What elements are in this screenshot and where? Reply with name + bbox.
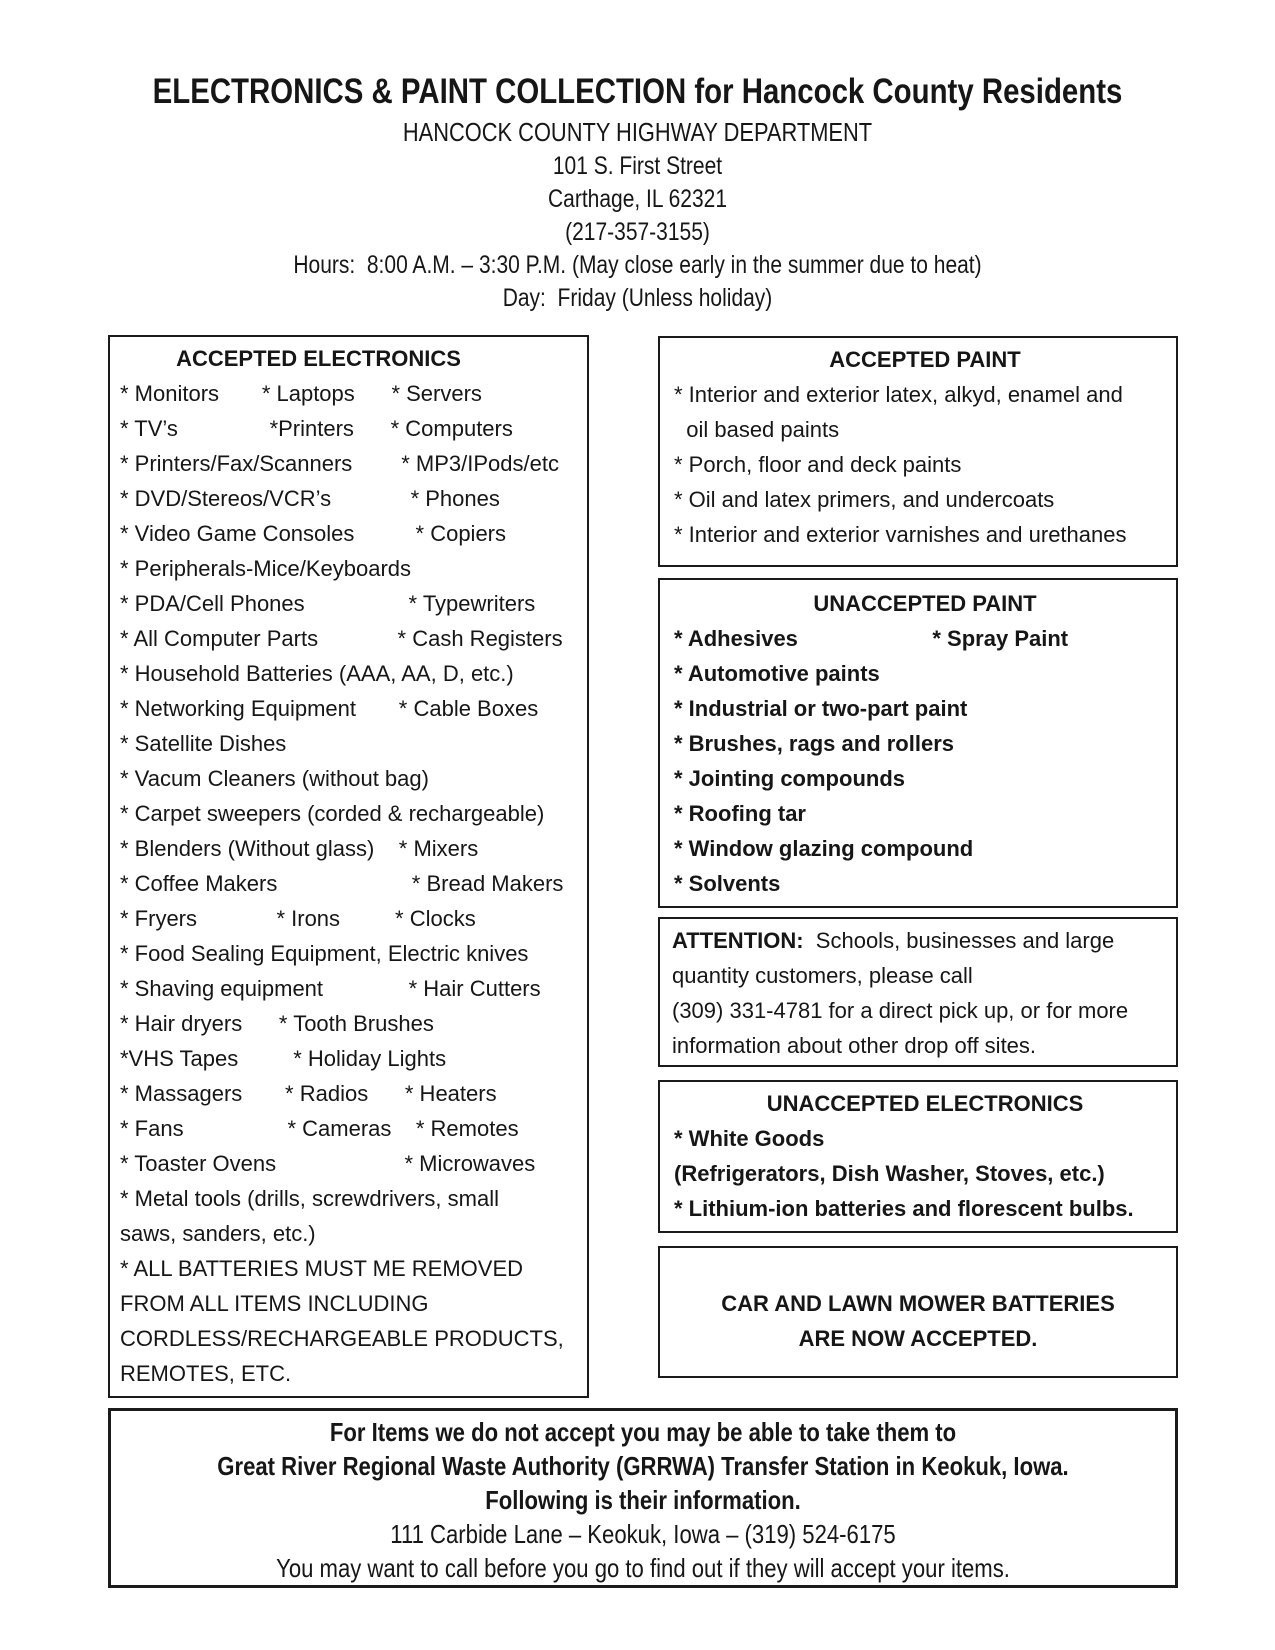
text-line: REMOTES, ETC. bbox=[120, 1361, 292, 1386]
attention-box bbox=[658, 917, 1178, 1067]
text-line: * All Computer Parts * Cash Registers bbox=[120, 626, 563, 651]
car-batteries-box bbox=[658, 1246, 1178, 1378]
text-line: * Lithium-ion batteries and florescent bulbs. bbox=[674, 1196, 1134, 1221]
accepted-paint-box bbox=[658, 336, 1178, 567]
text-line: * Coffee Makers * Bread Makers bbox=[120, 871, 564, 896]
text-line: *VHS Tapes * Holiday Lights bbox=[120, 1046, 447, 1071]
text-line: * Massagers * Radios * Heaters bbox=[120, 1081, 497, 1106]
text-line: * Fryers * Irons * Clocks bbox=[120, 906, 476, 931]
text-line: (Refrigerators, Dish Washer, Stoves, etc.) bbox=[674, 1161, 1105, 1186]
text-line: * Monitors * Laptops * Servers bbox=[120, 381, 482, 406]
text-line: * Blenders (Without glass) * Mixers bbox=[120, 836, 479, 861]
text-line: information about other drop off sites. bbox=[672, 1033, 1037, 1058]
text-line: CORDLESS/RECHARGEABLE PRODUCTS, bbox=[120, 1326, 564, 1351]
text-line: * Metal tools (drills, screwdrivers, small bbox=[120, 1186, 499, 1211]
text-line: quantity customers, please call bbox=[672, 963, 973, 988]
text-line: * Jointing compounds bbox=[674, 766, 905, 791]
unaccepted-electronics-title: UNACCEPTED ELECTRONICS bbox=[766, 1091, 1084, 1116]
text-line: For Items we do not accept you may be able to take them to bbox=[329, 1417, 957, 1447]
footer-regular-text bbox=[111, 1517, 1175, 1585]
text-line: * Food Sealing Equipment, Electric knives bbox=[120, 941, 529, 966]
text-line: * Peripherals-Mice/Keyboards bbox=[120, 556, 412, 581]
address-street: 101 S. First Street bbox=[552, 152, 723, 180]
footer-bold-text bbox=[111, 1415, 1175, 1517]
footer-box bbox=[108, 1408, 1178, 1588]
text-line: * Fans * Cameras * Remotes bbox=[120, 1116, 519, 1141]
text-line: * Satellite Dishes bbox=[120, 731, 287, 756]
text-line: * Interior and exterior varnishes and urethanes bbox=[674, 522, 1127, 547]
text-line: * Shaving equipment * Hair Cutters bbox=[120, 976, 541, 1001]
text-line: * Vacum Cleaners (without bag) bbox=[120, 766, 429, 791]
text-line: (309) 331-4781 for a direct pick up, or for more bbox=[672, 998, 1129, 1023]
text-line: FROM ALL ITEMS INCLUDING bbox=[120, 1291, 429, 1316]
accepted-electronics-list bbox=[120, 376, 587, 1391]
text-line: * Porch, floor and deck paints bbox=[674, 452, 962, 477]
text-line: * Carpet sweepers (corded & rechargeable) bbox=[120, 801, 545, 826]
text-line: Following is their information. bbox=[485, 1485, 801, 1515]
text-line: * Printers/Fax/Scanners * MP3/IPods/etc bbox=[120, 451, 559, 476]
text-line: * Adhesives * Spray Paint bbox=[674, 626, 1069, 651]
header bbox=[0, 70, 1275, 315]
phone-number: (217-357-3155) bbox=[565, 218, 710, 246]
car-batteries-text bbox=[660, 1286, 1176, 1356]
attention-text bbox=[672, 958, 1176, 1063]
text-line: * Automotive paints bbox=[674, 661, 880, 686]
text-line: * Window glazing compound bbox=[674, 836, 974, 861]
unaccepted-paint-list bbox=[674, 621, 1176, 901]
text-line: * PDA/Cell Phones * Typewriters bbox=[120, 591, 536, 616]
text-line: * Toaster Ovens * Microwaves bbox=[120, 1151, 536, 1176]
text-line: Great River Regional Waste Authority (GRRWA) Transfer Station in Keokuk, Iowa. bbox=[217, 1451, 1069, 1481]
unaccepted-electronics-box bbox=[658, 1080, 1178, 1233]
text-line: 111 Carbide Lane – Keokuk, Iowa – (319) 524-6175 bbox=[390, 1519, 896, 1549]
attention-first-line-rest: Schools, businesses and large bbox=[803, 928, 1115, 953]
text-line: * Industrial or two-part paint bbox=[674, 696, 968, 721]
text-line: saws, sanders, etc.) bbox=[120, 1221, 316, 1246]
text-line: * Video Game Consoles * Copiers bbox=[120, 521, 506, 546]
page-title: ELECTRONICS & PAINT COLLECTION for Hancock County Residents bbox=[152, 72, 1123, 111]
text-line: * ALL BATTERIES MUST ME REMOVED bbox=[120, 1256, 524, 1281]
text-line: ARE NOW ACCEPTED. bbox=[798, 1326, 1038, 1351]
text-line: * TV’s *Printers * Computers bbox=[120, 416, 513, 441]
text-line: * Networking Equipment * Cable Boxes bbox=[120, 696, 539, 721]
text-line: * DVD/Stereos/VCR’s * Phones bbox=[120, 486, 500, 511]
accepted-electronics-box bbox=[108, 335, 589, 1398]
accepted-paint-list bbox=[674, 377, 1176, 552]
address-city: Carthage, IL 62321 bbox=[547, 185, 728, 213]
unaccepted-electronics-list bbox=[674, 1121, 1176, 1226]
text-line: * Brushes, rags and rollers bbox=[674, 731, 954, 756]
unaccepted-paint-box bbox=[658, 578, 1178, 908]
accepted-paint-title: ACCEPTED PAINT bbox=[829, 347, 1021, 372]
unaccepted-paint-title: UNACCEPTED PAINT bbox=[813, 591, 1037, 616]
text-line: * Oil and latex primers, and undercoats bbox=[674, 487, 1055, 512]
text-line: CAR AND LAWN MOWER BATTERIES bbox=[721, 1291, 1115, 1316]
attention-first-line bbox=[672, 923, 1176, 958]
text-line: * Roofing tar bbox=[674, 801, 806, 826]
text-line: * Solvents bbox=[674, 871, 781, 896]
text-line: * Hair dryers * Tooth Brushes bbox=[120, 1011, 434, 1036]
hours-line: Hours: 8:00 A.M. – 3:30 P.M. (May close early in the summer due to heat) bbox=[293, 251, 982, 279]
text-line: * Household Batteries (AAA, AA, D, etc.) bbox=[120, 661, 514, 686]
day-line: Day: Friday (Unless holiday) bbox=[502, 284, 773, 312]
text-line: * Interior and exterior latex, alkyd, enamel and bbox=[674, 382, 1123, 407]
text-line: You may want to call before you go to find out if they will accept your items. bbox=[276, 1553, 1010, 1583]
text-line: oil based paints bbox=[674, 417, 840, 442]
accepted-electronics-title: ACCEPTED ELECTRONICS bbox=[176, 346, 461, 371]
department-name: HANCOCK COUNTY HIGHWAY DEPARTMENT bbox=[402, 117, 873, 147]
text-line: * White Goods bbox=[674, 1126, 825, 1151]
attention-label: ATTENTION: bbox=[672, 928, 804, 953]
